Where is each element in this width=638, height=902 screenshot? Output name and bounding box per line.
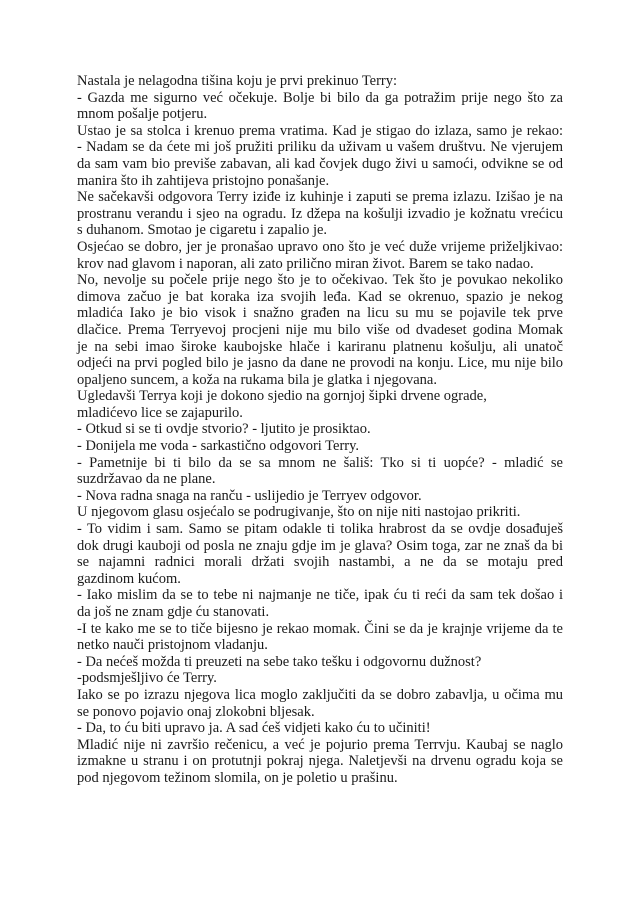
text-line: Ne sačekavši odgovora Terry iziđe iz kuhinje i zaputi se prema izlazu. Izišao je na — [77, 189, 563, 206]
text-line: - Donijela me voda - sarkastično odgovori Terry. — [77, 438, 360, 455]
text-line: mladića Iako je bio visok i snažno građen na licu su mu se pojavile tek prve — [77, 305, 563, 322]
text-line: se najamni radnici morali držati svojih nastambi, a ne da se motaju pred — [77, 554, 563, 571]
text-line: Iako se po izrazu njegova lica moglo zaključiti da se dobro zabavlja, u očima mu — [77, 686, 563, 703]
text-line: suzdržavao da ne plane. — [77, 471, 216, 488]
text-line: - Da, to ću biti upravo ja. A sad ćeš vidjeti kako ću to učiniti! — [77, 720, 431, 737]
text-line: opaljeno suncem, a koža na rukama bila je glatka i njegovana. — [77, 371, 437, 388]
text-line: dok drugi kauboji od posla ne znaju gdje im je glava? Osim toga, zar ne znaš da bi — [77, 537, 563, 554]
text-line: dlačice. Prema Terryevoj procjeni nije mu bilo više od dvadeset godina Momak — [77, 321, 563, 338]
text-line: Ugledavši Terrya koji je dokono sjedio na gornjoj šipki drvene ograde, — [77, 388, 487, 405]
text-line: netko nauči pristojnom vladanju. — [77, 637, 268, 654]
text-line: mladićevo lice se zajapurilo. — [77, 404, 243, 421]
text-line: - To vidim i sam. Samo se pitam odakle ti tolika hrabrost da se ovdje dosađuješ — [77, 521, 563, 538]
text-line: Ustao je sa stolca i krenuo prema vratima. Kad je stigao do izlaza, samo je rekao: — [77, 122, 563, 139]
text-line: - Iako mislim da se to tebe ni najmanje ne tiče, ipak ću ti reći da sam tek došao i — [77, 587, 563, 604]
text-line: izmakne u stranu i on protutnji pokraj njega. Naletjevši na drvenu ogradu koja se — [77, 753, 563, 770]
text-line: -I te kako me se to tiče bijesno je rekao momak. Čini se da je krajnje vrijeme da te — [77, 620, 563, 637]
text-line: dimova začuo je bat koraka iza svojih leđa. Kad se okrenuo, spazio je nekog — [77, 288, 563, 305]
text-line: krov nad glavom i naporan, ali zato prilično miran život. Barem se tako nadao. — [77, 255, 534, 272]
text-line: je na sebi imao široke kaubojske hlače i kariranu platnenu košulju, ali unatoč — [77, 338, 563, 355]
text-line: - Nadam se da ćete mi još pružiti priliku da uživam u vašem društvu. Ne vjerujem — [77, 139, 563, 156]
text-line: Nastala je nelagodna tišina koju je prvi prekinuo Terry: — [77, 73, 398, 89]
text-line: mnom pošalje potjeru. — [77, 106, 208, 123]
document-page — [77, 73, 563, 787]
text-line: s duhanom. Smotao je cigaretu i zapalio je. — [77, 222, 328, 239]
text-line: manira što ih zahtijeva pristojno ponašanje. — [77, 172, 330, 189]
text-line: pod njegovom težinom slomila, on je poletio u prašinu. — [77, 769, 398, 786]
text-line: odjeći na prvi pogled bilo je jasno da dane ne provodi na konju. Lice, mu nije bilo — [77, 355, 563, 372]
text-line: - Otkud si se ti ovdje stvorio? - ljutito je prosiktao. — [77, 421, 371, 438]
text-line: - Nova radna snaga na ranču - uslijedio je Terryev odgovor. — [77, 487, 422, 504]
text-line: gazdinom kućom. — [77, 570, 181, 587]
text-line: - Gazda me sigurno već očekuje. Bolje bi bilo da ga potražim prije nego što za — [77, 89, 563, 106]
text-line: da još ne znam gdje ću stanovati. — [77, 604, 270, 620]
text-line: U njegovom glasu osjećalo se podrugivanje, što on nije niti nastojao prikriti. — [77, 504, 521, 521]
text-line: se ponovo pojavio onaj zlokobni bljesak. — [77, 703, 315, 720]
text-line: - Da nećeš možda ti preuzeti na sebe tako tešku i odgovornu dužnost? — [77, 653, 482, 670]
text-line: - Pametnije bi ti bilo da se sa mnom ne šališ: Tko si ti uopće? - mladić se — [77, 454, 563, 471]
text-line: -podsmješljivo će Terry. — [77, 670, 217, 687]
text-line: No, nevolje su počele prije nego što je to očekivao. Tek što je povukao nekoliko — [77, 272, 563, 289]
text-line: Osjećao se dobro, jer je pronašao upravo ono što je već duže vrijeme priželjkivao: — [77, 238, 563, 255]
text-line: prostranu verandu i sjeo na ogradu. Iz džepa na košulji izvadio je kožnatu vrećicu — [77, 205, 563, 222]
text-line: da sam vam bio previše zabavan, ali kad čovjek dugo živi u samoći, odvikne se od — [77, 155, 563, 172]
text-line: Mladić nije ni završio rečenicu, a već je pojurio prema Terrvju. Kaubaj se naglo — [77, 736, 563, 753]
